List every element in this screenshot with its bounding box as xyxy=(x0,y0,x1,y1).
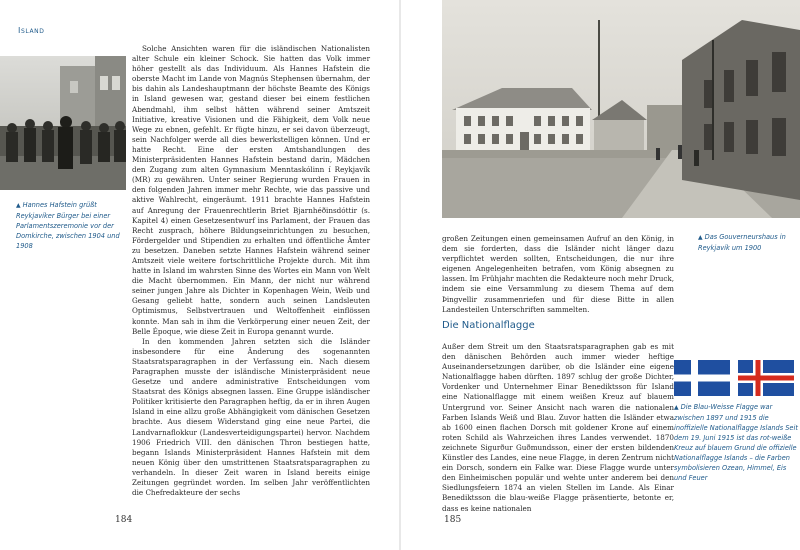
photo-hafstein-ceremony xyxy=(0,56,126,190)
flag-caption: ▲ Die Blau-Weisse Flagge war zwischen 1897 und 1915 die inoffizielle Nationalflagge Islands Seit dem 19. Juni 1915 ist das rot-weiße Kreuz auf blauem Grund die offizielle Nationalflagge Islands – die Farben symbolisieren Ozean, Himmel, Eis und Feuer xyxy=(674,403,798,482)
photo-caption-left: ▲ Hannes Hafstein grüßt Reykjavíker Bürger bei einer Parlamentszeremonie vor der Domkirche, zwischen 1904 und 1908 xyxy=(16,201,120,250)
right-page xyxy=(400,0,800,550)
paragraph: In den kommenden Jahren setzten sich die Isländer insbesondere für eine Änderung des sogenannten Staatsratsparagraphen in der Verfassung ein. Nach diesem Paragraphen musste der isländische Ministerpräsident neue Gesetze und andere administrative Entscheidungen vom Staatsrat des Königs absegnen lassen. Eine Gruppe isländischer Politiker kritisierte den Paragraphen heftig, da er in ihren Augen Island in eine allzu große Abhängigkeit vom dänischen Gesetzen brachte. Aus diesem Widerstand ging eine neue Partei, die Landvarnaflokkur (Landesverteidigungspartei) hervor. Nachdem 1906 Friedrich VIII. den dänischen Thron bestiegen hatte, begann Islands Ministerpräsident Hannes Hafstein mit dem neuen König über den umstrittenen Staatsratsparagraphen zu verhandeln. In dieser Zeit waren in Island bereits einige Zeitungen gegründet worden. Im selben Jahr veröffentlichten die Chefredakteure der sechs xyxy=(132,336,370,498)
running-head: Island xyxy=(18,26,45,35)
photo-caption-right: ▲ Das Gouverneurshaus in Reykjavík um 1900 xyxy=(698,233,786,252)
paragraph: Solche Ansichten waren für die isländischen Nationalisten alter Schule ein kleiner Schock. Sie hatten das Volk immer höher gestellt als das Individuum. Als Hannes Hafstein die oberste Macht im Lande von Magnús Stephensen übernahm, der bis dahin als Landeshauptmann der höchste Beamte des Königs in Island gewesen war, gestand dieser bei einem festlichen Abendmahl, ihm selbst hätten während seiner Amtszeit Initiative, kreative Visionen und die Fähigkeit, dem Volk neue Wege zu ebnen, gefehlt. Er fügte hinzu, er sei davon überzeugt, sein Nachfolger werde all dies bewerkstelligen können. Und er hatte Recht. Eine der ersten Amtshandlungen des Ministerpräsidenten Hannes Hafstein bestand darin, Mädchen den Zugang zum alten Gymnasium Menntaskólinn í Reykjavík (MR) zu gewähren. Unter seiner Regierung wurden Frauen in den folgenden Jahren immer mehr Rechte, wie das passive und aktive Wahlrecht, eingeräumt. 1911 brachte Hannes Hafstein auf Anregung der Frauenrechtlerin Briet Bjarnhéðinsdóttir (s. Kapitel 4) einen Gesetzesentwurf ins Parlament, der Frauen das Recht zusprach, höhere Bildungseinrichtungen zu besuchen, Fördergelder und Stipendien zu erhalten und öffentliche Ämter zu besetzen. Daneben setzte Hannes Hafstein während seiner Amtszeit viele weitere fortschrittliche Projekte durch. Mit ihm hatte in Island im wahrsten Sinne des Wortes ein Mann von Welt die Macht übernommen. Ein Mann, der nicht nur während seiner jungen Jahre als Dichter in Kopenhagen Wein, Weib und Gesang geliebt hatte, sondern auch seinen Landsleuten Optimismus, Selbstvertrauen und Weltoffenheit einflössen konnte. Man sah in ihm die Verkörperung einer neuen Zeit, der Belle Époque, wie diese Zeit in Europa genannt wurde. xyxy=(132,44,370,336)
caption-triangle-icon: ▲ xyxy=(16,202,21,209)
icelandic-flag-icon xyxy=(738,360,794,396)
caption-triangle-icon: ▲ xyxy=(674,404,679,411)
paragraph: großen Zeitungen einen gemeinsamen Aufruf an den König, in dem sie forderten, dass die Isländer nicht länger dazu verpflichtet werden sollten, Entscheidungen, die nur ihre eigenen Angelegenheiten betrafen, vom König absegnen zu lassen. Im Frühjahr machten die Redakteure noch mehr Druck, indem sie eine Versammlung zu diesem Thema auf dem Þingvellir zusammenriefen und für diese Bitte in allen Landesteilen Unterschriften sammelten. xyxy=(442,234,674,314)
photo-governor-house xyxy=(442,0,800,218)
page-number-right: 185 xyxy=(444,515,462,525)
caption-triangle-icon: ▲ xyxy=(698,234,703,241)
section-heading: Die Nationalflagge xyxy=(442,320,535,331)
body-text-left xyxy=(132,44,370,498)
body-text-right-bottom xyxy=(442,342,674,514)
body-text-right-top xyxy=(442,234,674,315)
blue-white-flag-icon xyxy=(674,360,730,396)
paragraph: Außer dem Streit um den Staatsratsparagraphen gab es mit den dänischen Behörden auch immer wieder heftige Auseinandersetzungen darüber, ob die Isländer eine eigene Nationalflagge haben dürften. 1897 schlug der große Dichter, Vordenker und Unternehmer Einar Benediktsson für Island eine Nationalflagge mit einem weißen Kreuz auf blauem Untergrund vor. Seiner Ansicht nach waren die nationalen Farben Islands Weiß und Blau. Zuvor hatten die Isländer etwa ab 1600 einen flachen Dorsch mit goldener Krone auf einem roten Schild als Wahrzeichen ihres Landes verwendet. 1870 zeichnete Sigurður Guðmundsson, einer der ersten bildenden Künstler des Landes, eine neue Flagge, in deren Zentrum nicht ein Dorsch, sondern ein Falke war. Diese Flagge wurde unter den Einheimischen populär und wehte unter anderem bei den Siedlungsfeiern 1874 an vielen Stellen im Lande. Als Einar Benediktsson die blau-weiße Flagge präsentierte, betonte er, dass es keine nationalen xyxy=(442,342,674,513)
page-number-left: 184 xyxy=(115,515,133,525)
